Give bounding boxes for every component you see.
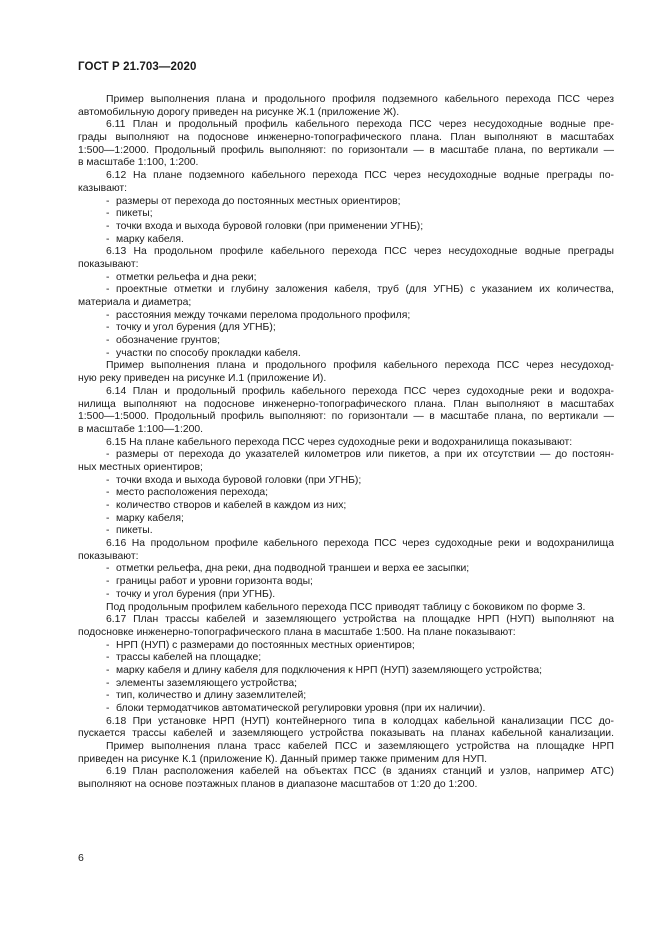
line-text: отметки рельефа, дна реки, дна подводной траншеи и верха ее засыпки;: [116, 563, 470, 575]
line-text: 6.12 На плане подземного кабельного перехода ПСС через несудоходные водные преграды по-: [106, 170, 614, 182]
line-text: ную реку приведен на рисунке И.1 (приложение И).: [78, 373, 327, 385]
list-dash: -: [106, 664, 110, 676]
text-line: [78, 132, 614, 145]
line-text: место расположения перехода;: [116, 487, 269, 499]
line-text: точку и угол бурения (для УГНБ);: [116, 322, 276, 334]
line-text: 6.18 При установке НРП (НУП) контейнерного типа в колодцах кабельной канализации ПСС до-: [106, 715, 614, 727]
line-text: пикеты;: [116, 208, 153, 220]
line-text: обозначение грунтов;: [116, 335, 221, 347]
list-item: [78, 563, 614, 576]
line-text: Пример выполнения плана трасс кабелей ПСС и заземляющего устройства на площадке НРП: [106, 741, 614, 753]
text-line: [78, 183, 614, 196]
line-text: казывают:: [78, 182, 128, 194]
line-text: 6.14 План и продольный профиль кабельного перехода ПСС через судоходные реки и водохра-: [106, 385, 614, 397]
list-dash: -: [106, 652, 110, 664]
list-item: [78, 348, 614, 361]
list-dash: -: [106, 563, 110, 575]
text-line: [78, 399, 614, 412]
line-text: приведен на рисунке К.1 (приложение К). Данный пример также применим для НУП.: [78, 753, 488, 765]
line-text: грады выполняют на подоснове инженерно-топографического плана. План выполняют в масштабах: [78, 132, 614, 144]
line-text: пускается трассы кабелей и заземляющего устройства показывать на планах кабельной канализации.: [78, 728, 614, 740]
list-dash: -: [106, 703, 110, 714]
list-item: [78, 513, 614, 526]
list-dash: -: [106, 208, 110, 220]
list-dash: -: [106, 233, 110, 245]
line-text: участки по способу прокладки кабеля.: [116, 347, 301, 359]
line-text: Под продольным профилем кабельного перехода ПСС приводят таблицу с боковиком по форме 3.: [106, 601, 586, 613]
text-line: [78, 551, 614, 564]
text-line: [78, 728, 614, 741]
line-text: нилища выполняют на подоснове инженерно-топографического плана. План выполняют в масштабах: [78, 398, 614, 410]
text-line: [78, 259, 614, 272]
list-dash: -: [106, 284, 110, 296]
list-item: [78, 196, 614, 209]
list-item: [78, 449, 614, 462]
list-item: [78, 500, 614, 513]
text-line: [78, 157, 614, 170]
text-line: [78, 373, 614, 386]
list-item: [78, 234, 614, 247]
list-dash: -: [106, 690, 110, 702]
line-text: размеры от перехода до постоянных местных ориентиров;: [116, 195, 401, 207]
text-line: [78, 386, 614, 399]
list-item: [78, 208, 614, 221]
text-line: [78, 145, 614, 158]
line-text: марку кабеля и длину кабеля для подключения к НРП (НУП) заземляющего устройства;: [116, 664, 543, 676]
list-dash: -: [106, 449, 110, 461]
line-text: 6.13 На продольном профиле кабельного перехода ПСС через несудоходные водные преграды: [106, 246, 614, 258]
text-line: [78, 246, 614, 259]
list-item: [78, 640, 614, 653]
line-text: марку кабеля;: [116, 512, 184, 524]
text-line: [78, 766, 614, 779]
list-item: [78, 322, 614, 335]
page-number: 6: [78, 852, 84, 864]
line-text: элементы заземляющего устройства;: [116, 677, 298, 689]
line-text: 6.11 План и продольный профиль кабельного перехода ПСС через несудоходные водные пре-: [106, 119, 614, 131]
list-dash: -: [106, 588, 110, 600]
text-line: [78, 754, 614, 767]
line-text: 1:500—1:2000. Продольный профиль выполняют: по горизонтали — в масштабе плана, по вертикали —: [78, 144, 614, 156]
list-dash: -: [106, 195, 110, 207]
text-line: [78, 107, 614, 120]
line-text: блоки термодатчиков автоматической регулировки уровня (при их наличии).: [116, 703, 486, 714]
line-text: показывают:: [78, 550, 139, 562]
line-text: 1:500—1:5000. Продольный профиль выполняют: по горизонтали — в масштабе плана, по вертикали —: [78, 411, 614, 423]
list-item: [78, 310, 614, 323]
line-text: проектные отметки и глубину заложения кабеля, труб (для УГНБ) с указанием их количества,: [116, 284, 614, 296]
list-dash: -: [106, 322, 110, 334]
list-dash: -: [106, 525, 110, 537]
text-line: [78, 360, 614, 373]
line-text: Пример выполнения плана и продольного профиля кабельного перехода ПСС через несудоход-: [106, 360, 614, 372]
line-text: точки входа и выхода буровой головки (при применении УГНБ);: [116, 220, 424, 232]
document-body: [78, 94, 614, 792]
list-dash: -: [106, 677, 110, 689]
list-dash: -: [106, 474, 110, 486]
line-text: Пример выполнения плана и продольного профиля подземного кабельного перехода ПСС через: [106, 94, 614, 105]
list-item: [78, 487, 614, 500]
line-text: 6.16 На продольном профиле кабельного перехода ПСС через судоходные реки и водохранилища: [106, 538, 614, 550]
line-text: точку и угол бурения (при УГНБ).: [116, 588, 276, 600]
text-line: [78, 297, 614, 310]
list-item: [78, 475, 614, 488]
line-text: количество створов и кабелей в каждом из них;: [116, 500, 347, 511]
line-text: 6.19 План расположения кабелей на объектах ПСС (в зданиях станций и узлов, например АТС): [106, 766, 614, 778]
list-dash: -: [106, 576, 110, 588]
list-item: [78, 576, 614, 589]
line-text: подосновке инженерно-топографического плана в масштабе 1:500. На плане показывают:: [78, 626, 516, 638]
list-dash: -: [106, 639, 110, 651]
text-line: [78, 94, 614, 107]
line-text: показывают:: [78, 258, 139, 270]
list-dash: -: [106, 347, 110, 359]
list-dash: -: [106, 220, 110, 232]
line-text: НРП (НУП) с размерами до постоянных местных ориентиров;: [116, 639, 415, 651]
list-item: [78, 272, 614, 285]
line-text: в масштабе 1:100, 1:200.: [78, 157, 199, 169]
line-text: автомобильную дорогу приведен на рисунке Ж.1 (приложение Ж).: [78, 106, 400, 118]
text-line: [78, 779, 614, 792]
text-line: [78, 119, 614, 132]
text-line: [78, 538, 614, 551]
line-text: марку кабеля.: [116, 233, 184, 245]
line-text: ных местных ориентиров;: [78, 461, 203, 473]
list-dash: -: [106, 309, 110, 321]
list-dash: -: [106, 500, 110, 511]
list-item: [78, 652, 614, 665]
text-line: [78, 462, 614, 475]
line-text: точки входа и выхода буровой головки (при УГНБ);: [116, 474, 362, 486]
list-item: [78, 678, 614, 691]
line-text: отметки рельефа и дна реки;: [116, 271, 257, 283]
line-text: в масштабе 1:100—1:200.: [78, 423, 204, 435]
text-line: [78, 424, 614, 437]
list-dash: -: [106, 512, 110, 524]
text-line: [78, 602, 614, 615]
line-text: границы работ и уровни горизонта воды;: [116, 576, 313, 588]
line-text: расстояния между точками перелома продольного профиля;: [116, 309, 411, 321]
line-text: 6.17 План трассы кабелей и заземляющего устройства на площадке НРП (НУП) выполняют на: [106, 614, 614, 626]
document-header: ГОСТ Р 21.703—2020: [78, 61, 197, 73]
line-text: пикеты.: [116, 525, 153, 537]
list-item: [78, 665, 614, 678]
list-item: [78, 221, 614, 234]
list-item: [78, 284, 614, 297]
text-line: [78, 170, 614, 183]
text-line: [78, 411, 614, 424]
text-line: [78, 627, 614, 640]
line-text: размеры от перехода до указателей километров или пикетов, а при их отсутствии — до постоян-: [116, 449, 614, 461]
list-item: [78, 703, 614, 716]
line-text: 6.15 На плане кабельного перехода ПСС через судоходные реки и водохранилища показывают:: [106, 436, 573, 448]
list-dash: -: [106, 335, 110, 347]
list-item: [78, 690, 614, 703]
line-text: тип, количество и длину заземлителей;: [116, 690, 307, 702]
line-text: трассы кабелей на площадке;: [116, 652, 262, 664]
line-text: материала и диаметра;: [78, 297, 192, 308]
list-dash: -: [106, 487, 110, 499]
line-text: выполняют на основе поэтажных планов в диапазоне масштабов от 1:20 до 1:200.: [78, 779, 478, 791]
list-item: [78, 335, 614, 348]
text-line: [78, 614, 614, 627]
list-dash: -: [106, 271, 110, 283]
list-item: [78, 589, 614, 602]
text-line: [78, 437, 614, 450]
list-item: [78, 525, 614, 538]
text-line: [78, 716, 614, 729]
text-line: [78, 741, 614, 754]
